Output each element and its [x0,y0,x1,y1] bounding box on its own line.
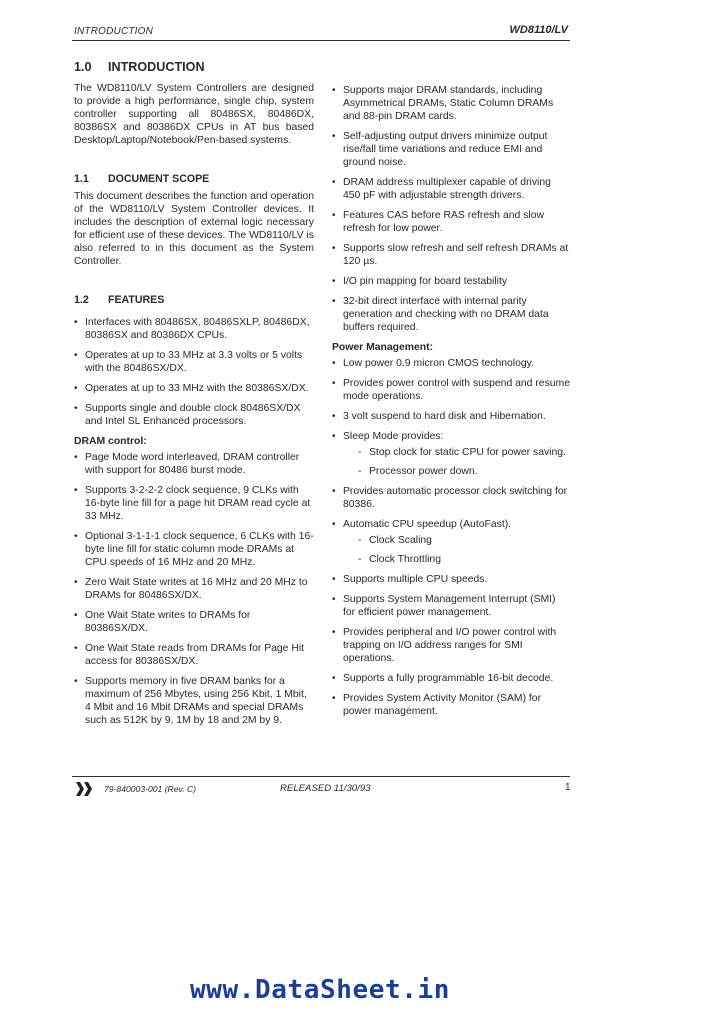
list-item: • Zero Wait State writes at 16 MHz and 20 MHz to DRAMs for 80486SX/DX. [74,576,314,602]
list-item: • Features CAS before RAS refresh and slow refresh for low power. [332,209,570,235]
scope-number: 1.1 [74,173,89,185]
list-item: • Self-adjusting output drivers minimize output rise/fall time variations and reduce EMI and ground noise. [332,130,570,169]
header-product-name: WD8110/LV [509,24,568,36]
section-heading [74,60,314,75]
list-item: • Operates at up to 33 MHz at 3.3 volts or 5 volts with the 80486SX/DX. [74,349,314,375]
list-item: • One Wait State writes to DRAMs for 80386SX/DX. [74,609,314,635]
sub-list-text: Clock Throttling [369,554,441,565]
footer-rule [72,776,570,777]
list-item: • Page Mode word interleaved, DRAM controller with support for 80486 burst mode. [74,451,314,477]
left-column [74,60,314,734]
list-item: • Provides peripheral and I/O power control with trapping on I/O address ranges for SMI operations. [332,626,570,665]
section-title: INTRODUCTION [108,60,205,74]
company-logo-icon [76,782,92,796]
scope-title: DOCUMENT SCOPE [108,173,210,185]
list-item [332,518,570,566]
sub-list-item: - Processor power down. [358,466,478,477]
sub-list-text: Processor power down. [369,466,478,477]
feature-list-right [332,84,570,334]
list-item: • DRAM address multiplexer capable of driving 450 pF with adjustable strength drivers. [332,176,570,202]
list-item: • Interfaces with 80486SX, 80486SXLP, 80486DX, 80386SX and 80386DX CPUs. [74,316,314,342]
list-item: • Operates at up to 33 MHz with the 80386SX/DX. [74,382,314,395]
list-item: • 3 volt suspend to hard disk and Hibernation. [332,410,570,423]
list-item: • Provides power control with suspend and resume mode operations. [332,377,570,403]
features-heading [74,294,314,307]
power-management-heading: Power Management: [332,342,434,353]
list-item: • Supports 3-2-2-2 clock sequence, 9 CLKs with 16-byte line fill for a page hit DRAM read cycle at 33 MHz. [74,484,314,523]
dram-feature-list [74,451,314,727]
sleep-mode-sublist [343,446,570,478]
sub-list-text: Stop clock for static CPU for power saving. [369,447,566,458]
sub-list-item: - Clock Throttling [358,554,441,565]
footer-document-code: 79-840003-001 (Rev. C) [104,784,197,794]
feature-list-left [74,316,314,428]
intro-paragraph: The WD8110/LV System Controllers are designed to provide a high performance, single chip, system controller supporting all 80486SX, 80486DX, 80386SX and 80386DX CPUs in AT bus based Desktop/Laptop/Notebook/Pen-based systems. [74,83,314,146]
list-item: • Supports single and double clock 80486SX/DX and Intel SL Enhanced processors. [74,402,314,428]
list-item: • Supports a fully programmable 16-bit decode. [332,672,570,685]
features-title: FEATURES [108,294,165,306]
header-section-label: INTRODUCTION [74,26,154,37]
list-item: • Provides System Activity Monitor (SAM) for power management. [332,692,570,718]
list-item: • Optional 3-1-1-1 clock sequence, 6 CLKs with 16-byte line fill for static column mode DRAMs at CPU speeds of 16 MHz and 20 MHz. [74,530,314,569]
dram-control-heading: DRAM control: [74,436,147,447]
sub-list-text: Clock Scaling [369,535,432,546]
list-item: • 32-bit direct interface with internal parity generation and checking with no DRAM data buffers required. [332,295,570,334]
list-item: • Supports System Management Interrupt (SMI) for efficient power management. [332,593,570,619]
watermark-link[interactable]: www.DataSheet.in [190,975,451,1005]
list-item [332,430,570,478]
sleep-mode-label: Sleep Mode provides: [343,431,444,442]
right-column [332,84,570,725]
sub-list-item: - Clock Scaling [358,535,432,546]
footer-page-number: 1 [565,782,571,793]
autofast-label: Automatic CPU speedup (AutoFast). [343,519,512,530]
section-number: 1.0 [74,60,92,74]
features-number: 1.2 [74,294,89,306]
scope-heading [74,173,314,186]
list-item: • Supports major DRAM standards, including Asymmetrical DRAMs, Static Column DRAMs and 88-pin DRAM cards. [332,84,570,123]
footer-release-date: RELEASED 11/30/93 [280,783,371,794]
list-item: • One Wait State reads from DRAMs for Page Hit access for 80386SX/DX. [74,642,314,668]
scope-paragraph: This document describes the function and operation of the WD8110/LV System Controller devices. It includes the description of external logic necessary for efficient use of these devices. The WD8110/LV is also referred to in this document as the System Controller. [74,191,314,267]
list-item: • I/O pin mapping for board testability [332,275,570,288]
autofast-sublist [343,534,570,566]
list-item: • Low power 0.9 micron CMOS technology. [332,357,570,370]
list-item: • Supports memory in five DRAM banks for a maximum of 256 Mbytes, using 256 Kbit, 1 Mbit, 4 Mbit and 16 Mbit DRAMs and special DRAMs such as 512K by 9, 1M by 18 and 2M by 9. [74,675,314,727]
list-item: • Supports multiple CPU speeds. [332,573,570,586]
list-item: • Supports slow refresh and self refresh DRAMs at 120 µs. [332,242,570,268]
header-rule [72,40,570,41]
power-feature-list [332,357,570,718]
sub-list-item: - Stop clock for static CPU for power saving. [358,447,566,458]
list-item: • Provides automatic processor clock switching for 80386. [332,485,570,511]
